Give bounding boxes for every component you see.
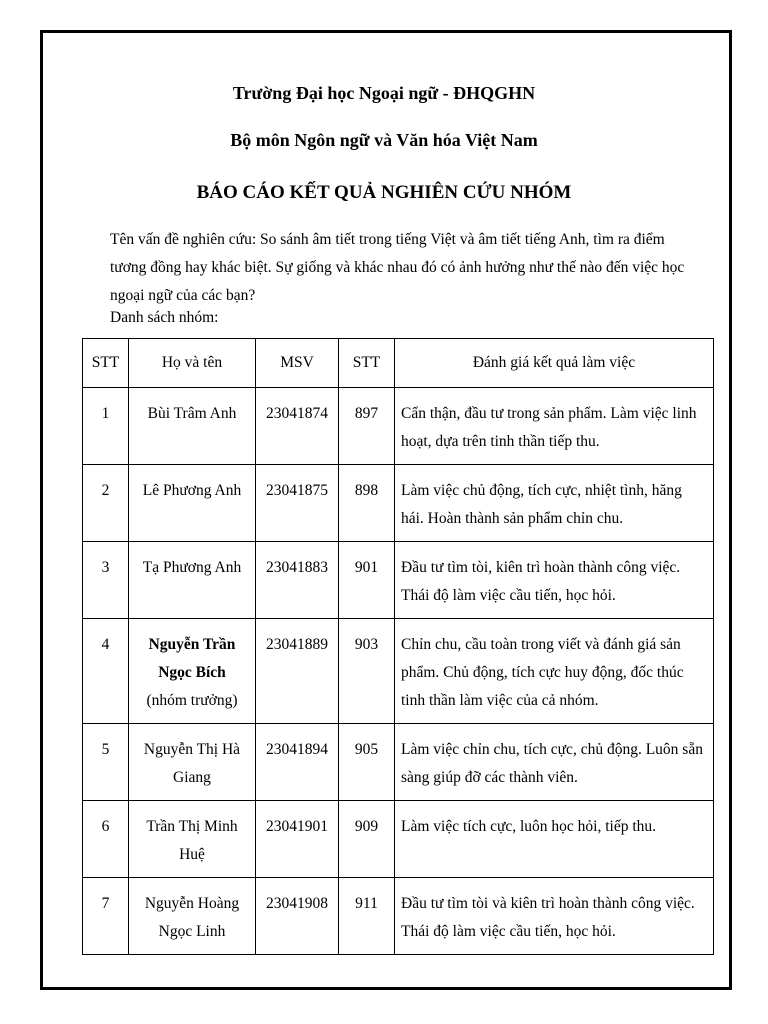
header-stt-2: STT: [339, 339, 395, 388]
report-title: BÁO CÁO KẾT QUẢ NGHIÊN CỨU NHÓM: [196, 182, 572, 203]
group-members-table: [82, 338, 714, 955]
cell-evaluation: Đầu tư tìm tòi và kiên trì hoàn thành công việc. Thái độ làm việc cầu tiến, học hỏi.: [395, 878, 714, 955]
table-row: [83, 801, 714, 878]
cell-evaluation: Đầu tư tìm tòi, kiên trì hoàn thành công việc. Thái độ làm việc cầu tiến, học hỏi.: [395, 542, 714, 619]
member-name: Nguyễn Trần Ngọc Bích: [148, 636, 236, 681]
cell-name: [129, 388, 256, 465]
cell-stt: 7: [83, 878, 129, 955]
department-heading: Bộ môn Ngôn ngữ và Văn hóa Việt Nam: [230, 130, 538, 150]
table-row: [83, 878, 714, 955]
cell-name: [129, 542, 256, 619]
header-name: Họ và tên: [129, 339, 256, 388]
cell-stt-2: 905: [339, 724, 395, 801]
university-heading: Trường Đại học Ngoại ngữ - ĐHQGHN: [232, 83, 536, 103]
cell-name: [129, 619, 256, 724]
header-evaluation: Đánh giá kết quả làm việc: [395, 339, 714, 388]
table-row: [83, 724, 714, 801]
cell-msv: 23041894: [256, 724, 339, 801]
cell-name: [129, 878, 256, 955]
cell-evaluation: Làm việc chủ động, tích cực, nhiệt tình, hăng hái. Hoàn thành sản phẩm chỉn chu.: [395, 465, 714, 542]
cell-msv: 23041889: [256, 619, 339, 724]
table-row: [83, 619, 714, 724]
member-name: Tạ Phương Anh: [142, 559, 242, 576]
member-name: Bùi Trâm Anh: [147, 405, 237, 422]
header-msv: MSV: [256, 339, 339, 388]
member-name: Lê Phương Anh: [142, 482, 242, 499]
cell-msv: 23041883: [256, 542, 339, 619]
table-row: [83, 542, 714, 619]
cell-stt: 3: [83, 542, 129, 619]
header-stt: STT: [83, 339, 129, 388]
cell-stt-2: 901: [339, 542, 395, 619]
group-list-label: Danh sách nhóm:: [110, 309, 219, 326]
cell-name: [129, 801, 256, 878]
cell-stt-2: 903: [339, 619, 395, 724]
member-name: Nguyễn Thị Hà Giang: [143, 741, 241, 786]
member-name: Trần Thị Minh Huệ: [146, 818, 238, 863]
cell-msv: 23041901: [256, 801, 339, 878]
cell-stt: 6: [83, 801, 129, 878]
cell-evaluation: Làm việc chỉn chu, tích cực, chủ động. Luôn sẵn sàng giúp đỡ các thành viên.: [395, 724, 714, 801]
cell-msv: 23041875: [256, 465, 339, 542]
cell-evaluation: Chỉn chu, cầu toàn trong viết và đánh giá sản phẩm. Chủ động, tích cực huy động, đốc thúc tinh thần làm việc của cả nhóm.: [395, 619, 714, 724]
cell-msv: 23041874: [256, 388, 339, 465]
cell-stt-2: 898: [339, 465, 395, 542]
cell-stt: 2: [83, 465, 129, 542]
cell-evaluation: Làm việc tích cực, luôn học hỏi, tiếp thu.: [395, 801, 714, 878]
cell-name: [129, 724, 256, 801]
table-row: [83, 465, 714, 542]
cell-stt-2: 911: [339, 878, 395, 955]
member-role-note: (nhóm trưởng): [146, 692, 238, 709]
cell-stt: 4: [83, 619, 129, 724]
cell-stt: 5: [83, 724, 129, 801]
table-header-row: [83, 339, 714, 388]
cell-name: [129, 465, 256, 542]
research-topic: Tên vấn đề nghiên cứu: So sánh âm tiết trong tiếng Việt và âm tiết tiếng Anh, tìm ra điểm tương đồng hay khác biệt. Sự giống và khác nhau đó có ảnh hưởng như thế nào đến việc học ngoại ngữ của các bạn?: [110, 231, 685, 304]
cell-stt-2: 897: [339, 388, 395, 465]
member-name: Nguyễn Hoàng Ngọc Linh: [144, 895, 240, 940]
cell-stt-2: 909: [339, 801, 395, 878]
cell-stt: 1: [83, 388, 129, 465]
cell-evaluation: Cẩn thận, đầu tư trong sản phẩm. Làm việc linh hoạt, dựa trên tinh thần tiếp thu.: [395, 388, 714, 465]
cell-msv: 23041908: [256, 878, 339, 955]
table-row: [83, 388, 714, 465]
